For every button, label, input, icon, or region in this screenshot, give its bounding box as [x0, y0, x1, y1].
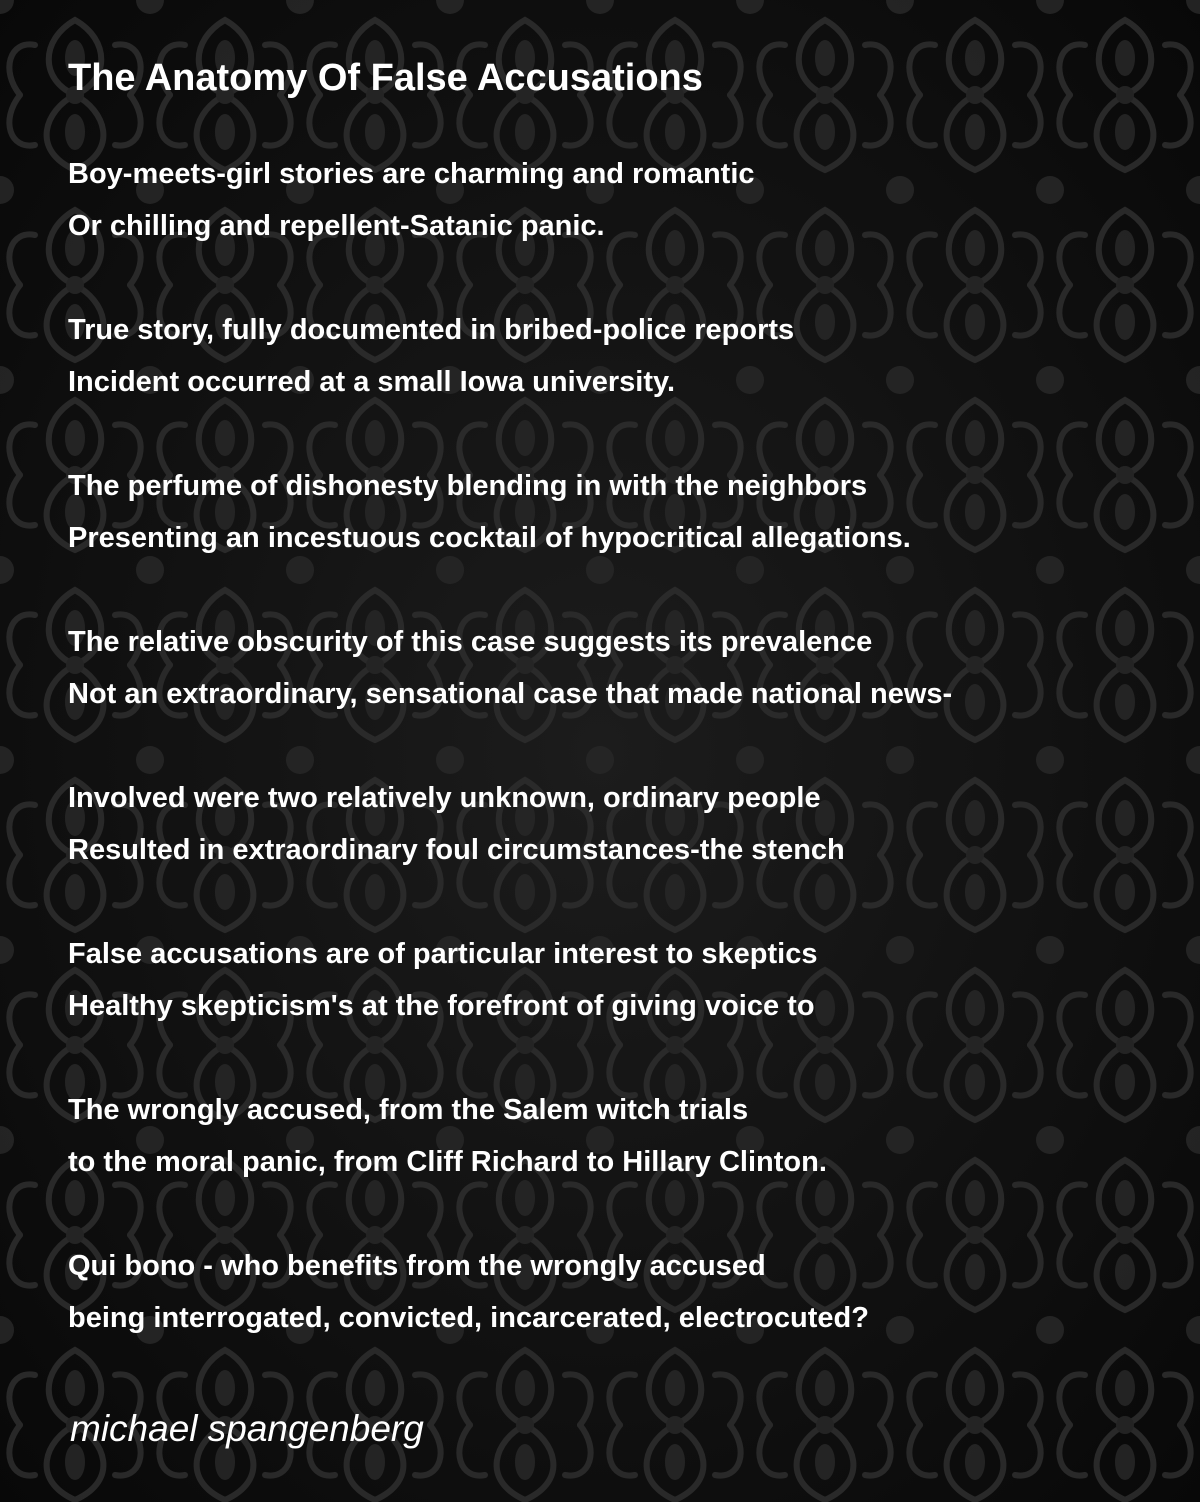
poem-line: Involved were two relatively unknown, ordinary people	[68, 782, 821, 814]
stanza	[68, 1084, 827, 1188]
poem-line: Not an extraordinary, sensational case that made national news-	[68, 678, 953, 710]
stanza	[68, 928, 817, 1032]
poem-line: The relative obscurity of this case suggests its prevalence	[68, 626, 873, 658]
poem-title: The Anatomy Of False Accusations	[68, 57, 703, 99]
stanza	[68, 304, 794, 408]
poem-line: Boy-meets-girl stories are charming and romantic	[68, 158, 755, 190]
poem-line: Or chilling and repellent-Satanic panic.	[68, 210, 605, 242]
poem-line: The perfume of dishonesty blending in with the neighbors	[68, 470, 868, 502]
poem-line: Healthy skepticism's at the forefront of giving voice to	[68, 990, 815, 1022]
poem-line: True story, fully documented in bribed-police reports	[68, 314, 795, 346]
stanza	[68, 616, 952, 720]
stanza	[68, 1240, 869, 1344]
poem-line: being interrogated, convicted, incarcerated, electrocuted?	[68, 1302, 869, 1334]
poem-line: Qui bono - who benefits from the wrongly accused	[68, 1250, 766, 1282]
poem-line: Resulted in extraordinary foul circumstances-the stench	[68, 834, 845, 866]
stanza	[68, 772, 845, 876]
poem-line: to the moral panic, from Cliff Richard to Hillary Clinton.	[68, 1146, 827, 1178]
poem-line: Incident occurred at a small Iowa university.	[68, 366, 676, 398]
stanza	[68, 148, 755, 252]
stanza	[68, 460, 911, 564]
poem-line: False accusations are of particular interest to skeptics	[68, 938, 818, 970]
poem-author: michael spangenberg	[70, 1408, 424, 1449]
poem-line: Presenting an incestuous cocktail of hypocritical allegations.	[68, 522, 911, 554]
poem-line: The wrongly accused, from the Salem witch trials	[68, 1094, 749, 1126]
